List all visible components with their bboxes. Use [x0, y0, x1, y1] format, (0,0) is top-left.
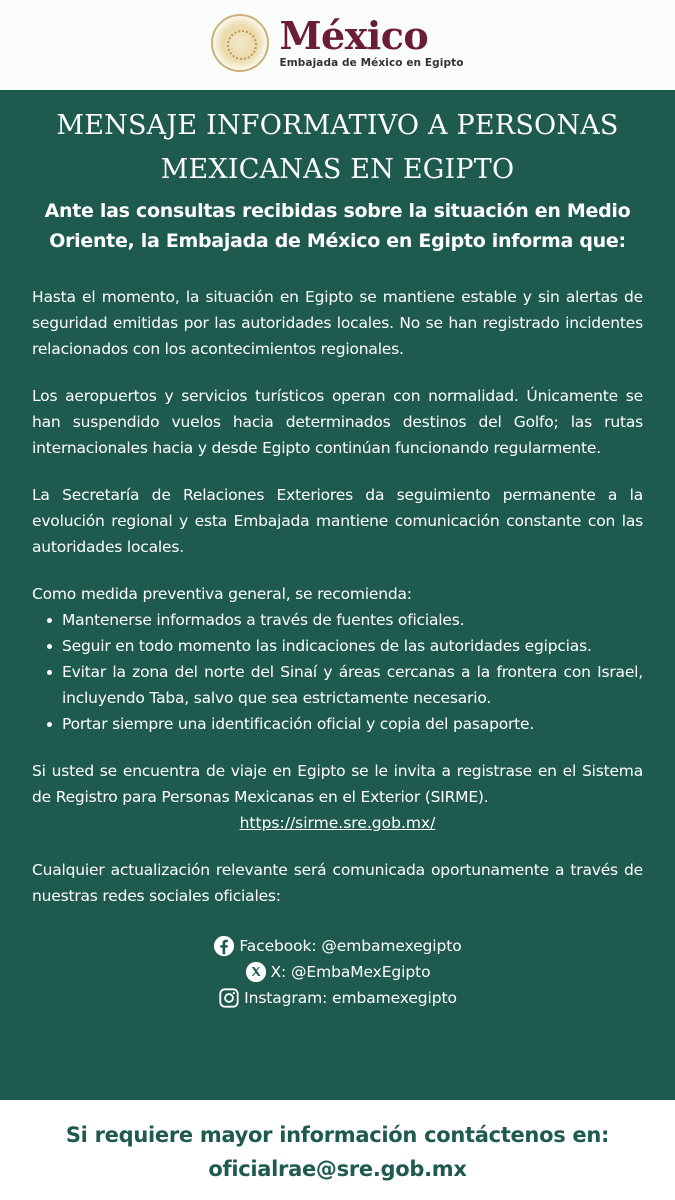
social-facebook[interactable] — [213, 933, 461, 959]
coat-of-arms-icon — [211, 14, 269, 72]
x-icon — [245, 961, 267, 983]
social-links — [32, 933, 643, 1011]
message-panel — [0, 90, 675, 1100]
instagram-icon — [218, 987, 240, 1009]
title-line-2: MEXICANAS EN EGIPTO — [160, 154, 515, 185]
updates-text: Cualquier actualización relevante será comunicada oportunamente a través de nuestras redes sociales oficiales: — [32, 861, 643, 905]
social-label: X: @EmbaMexEgipto — [270, 963, 431, 981]
contact-email[interactable]: oficialrae@sre.gob.mx — [208, 1157, 467, 1181]
recommendations-list — [32, 607, 643, 737]
subtitle: Ante las consultas recibidas sobre la situación en Medio Oriente, la Embajada de México en Egipto informa que: — [44, 200, 631, 252]
paragraph-situation: Hasta el momento, la situación en Egipto se mantiene estable y sin alertas de seguridad emitidas por las autoridades locales. No se han registrado incidentes relacionados con los acontecimientos regionales. — [32, 288, 643, 358]
page-title — [32, 104, 643, 192]
brand-subtitle: Embajada de México en Egipto — [279, 57, 464, 69]
registration-text: Si usted se encuentra de viaje en Egipto se le invita a registrase en el Sistema de Registro para Personas Mexicanas en el Exterior (SIRME). — [32, 762, 643, 806]
list-item: Mantenerse informados a través de fuentes oficiales. — [32, 607, 643, 633]
facebook-icon — [213, 935, 235, 957]
social-label: Facebook: @embamexegipto — [239, 937, 462, 955]
sirme-link[interactable]: https://sirme.sre.gob.mx/ — [239, 814, 436, 832]
paragraph-airports: Los aeropuertos y servicios turísticos operan con normalidad. Únicamente se han suspendido vuelos hacia determinados destinos del Golfo; las rutas internacionales hacia y desde Egipto continúan funcionando regularmente. — [32, 387, 643, 457]
title-line-1: MENSAJE INFORMATIVO A PERSONAS — [56, 110, 619, 141]
social-x[interactable] — [245, 959, 431, 985]
social-label: Instagram: embamexegipto — [244, 989, 457, 1007]
contact-text: Si requiere mayor información contáctenos en: — [65, 1123, 610, 1147]
embassy-logo — [211, 14, 463, 72]
social-instagram[interactable] — [218, 985, 457, 1011]
registration-link-row — [32, 810, 643, 836]
paragraph-sre: La Secretaría de Relaciones Exteriores da seguimiento permanente a la evolución regional y esta Embajada mantiene comunicación constante con las autoridades locales. — [32, 486, 643, 556]
contact-footer — [0, 1100, 675, 1200]
header — [0, 0, 675, 90]
list-item: Portar siempre una identificación oficial y copia del pasaporte. — [32, 711, 643, 737]
brand-name: México — [279, 13, 429, 58]
brand-block — [279, 13, 464, 70]
list-item: Evitar la zona del norte del Sinaí y áreas cercanas a la frontera con Israel, incluyendo Taba, salvo que sea estrictamente necesario. — [32, 659, 643, 711]
recommendations-lead: Como medida preventiva general, se recomienda: — [32, 585, 412, 603]
list-item: Seguir en todo momento las indicaciones de las autoridades egipcias. — [32, 633, 643, 659]
